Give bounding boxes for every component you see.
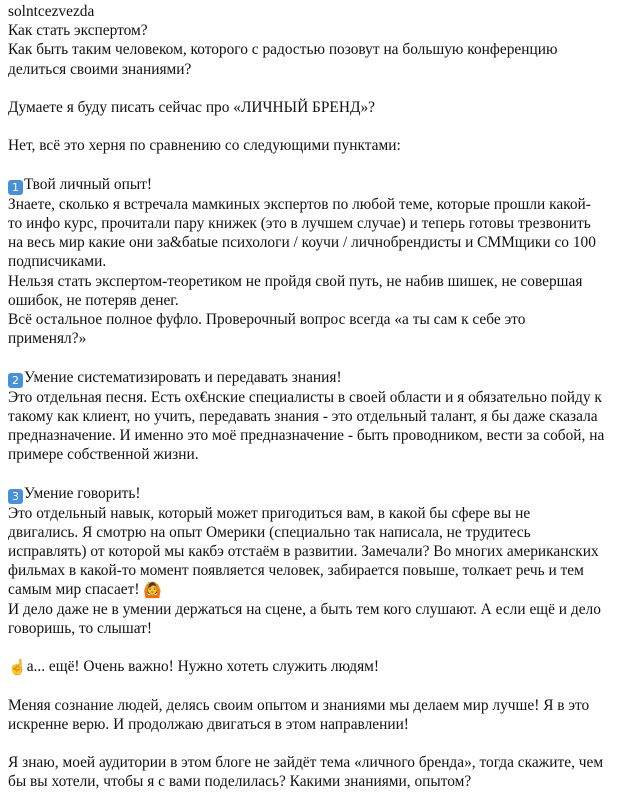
paragraph-line: подписчиками. <box>8 253 107 271</box>
point-heading <box>8 368 631 388</box>
paragraph-line: то инфо курс, прочитали пару книжек (это в лучшем случае) и теперь готовы трезвонить <box>8 214 591 232</box>
paragraph-line: Меняя сознание людей, делясь своим опытом и знаниями мы делаем мир лучше! Я в это <box>8 696 590 714</box>
keycap-number-icon: 1 <box>8 180 23 195</box>
intro-line: Нет, всё это херня по сравнению со следующими пунктами: <box>8 137 401 155</box>
point-heading-text: Умение говорить! <box>24 484 141 502</box>
point-heading <box>8 484 631 504</box>
paragraph-gap <box>8 348 631 367</box>
author-username[interactable]: solntcezvezda <box>8 3 95 20</box>
paragraph-line: ошибок, не потеряв денег. <box>8 291 179 309</box>
paragraph-line: предназначение. И именно это моё предназначение - быть проводником, вести за собой, на <box>8 427 605 444</box>
keycap-number-icon: 3 <box>8 489 23 504</box>
intro-line: Как стать экспертом? <box>8 22 148 40</box>
paragraph-line: Это отдельный навык, который может пригодиться вам, в какой бы сфере вы не <box>8 504 531 522</box>
paragraph-gap <box>8 464 631 483</box>
paragraph-line: исправлять) от которой мы какбэ отстаём в развитии. Замечали? Во многих американских <box>8 543 599 560</box>
paragraph-gap <box>8 117 631 136</box>
paragraph-line: искренне верю. И продолжаю двигаться в этом направлении! <box>8 715 409 733</box>
paragraph-gap <box>8 156 631 175</box>
intro-line: делиться своими знаниями? <box>8 60 192 78</box>
point-heading <box>8 175 631 195</box>
paragraph-line: такому как клиент, но учить, передавать знания - это отдельный талант, я бы даже сказала <box>8 407 598 425</box>
point-heading-text: Твой личный опыт! <box>24 175 153 193</box>
woman-icon: 🙆 <box>143 583 163 600</box>
paragraph-line: Нельзя стать экспертом-теоретиком не пройдя свой путь, не набив шишек, не совершая <box>8 272 583 290</box>
paragraph-gap <box>8 676 631 695</box>
paragraph-line: на весь мир какие они за&бatые психологи / коучи / личнобрендисты и СММщики со 100 <box>8 234 596 252</box>
paragraph-line: бы вы хотели, чтобы я с вами поделилась? Какими знаниями, опытом? <box>8 773 472 791</box>
intro-line: Как быть таким человеком, которого с радостью позовут на большую конференцию <box>8 41 558 59</box>
paragraph-line: фильмах в какой-то момент появляется человек, забирается повыше, толкает речь и тем <box>8 562 584 580</box>
point-heading-text: Умение систематизировать и передавать знания! <box>24 368 342 386</box>
paragraph-line <box>8 580 631 599</box>
paragraph-line: И дело даже не в умении держаться на сцене, а быть тем кого слушают. А если ещё и дело <box>8 600 601 618</box>
pointing-up-hand-icon: ☝ <box>8 660 27 677</box>
paragraph-line: говоришь, то слышат! <box>8 619 153 637</box>
paragraph-line: Знаете, сколько я встречала мамкиных экспертов по любой теме, которые прошли какой- <box>8 195 591 213</box>
intro-line: Думаете я буду писать сейчас про «ЛИЧНЫЙ БРЕНД»? <box>8 99 375 116</box>
paragraph-line: двигались. Я смотрю на опыт Омерики (специально так написала, не трудитесь <box>8 523 531 541</box>
paragraph-gap <box>8 638 631 657</box>
paragraph-gap <box>8 79 631 98</box>
paragraph-text: самым мир спасает! <box>8 581 140 599</box>
paragraph-line: Я знаю, моей аудитории в этом блоге не зайдёт тема «личного бренда», тогда скажите, чем <box>8 754 604 772</box>
paragraph-line: применял?» <box>8 330 87 348</box>
closing-line <box>8 657 631 676</box>
paragraph-gap <box>8 734 631 753</box>
paragraph-line: Всё остальное полное фуфло. Проверочный вопрос всегда «а ты сам к себе это <box>8 311 526 328</box>
closing-text: а... ещё! Очень важно! Нужно хотеть служить людям! <box>26 658 380 676</box>
paragraph-line: примере собственной жизни. <box>8 446 199 464</box>
keycap-number-icon: 2 <box>8 373 23 388</box>
paragraph-line: Это отдельная песня. Есть ох€нские специалисты в своей области и я обязательно пойду к <box>8 388 602 406</box>
